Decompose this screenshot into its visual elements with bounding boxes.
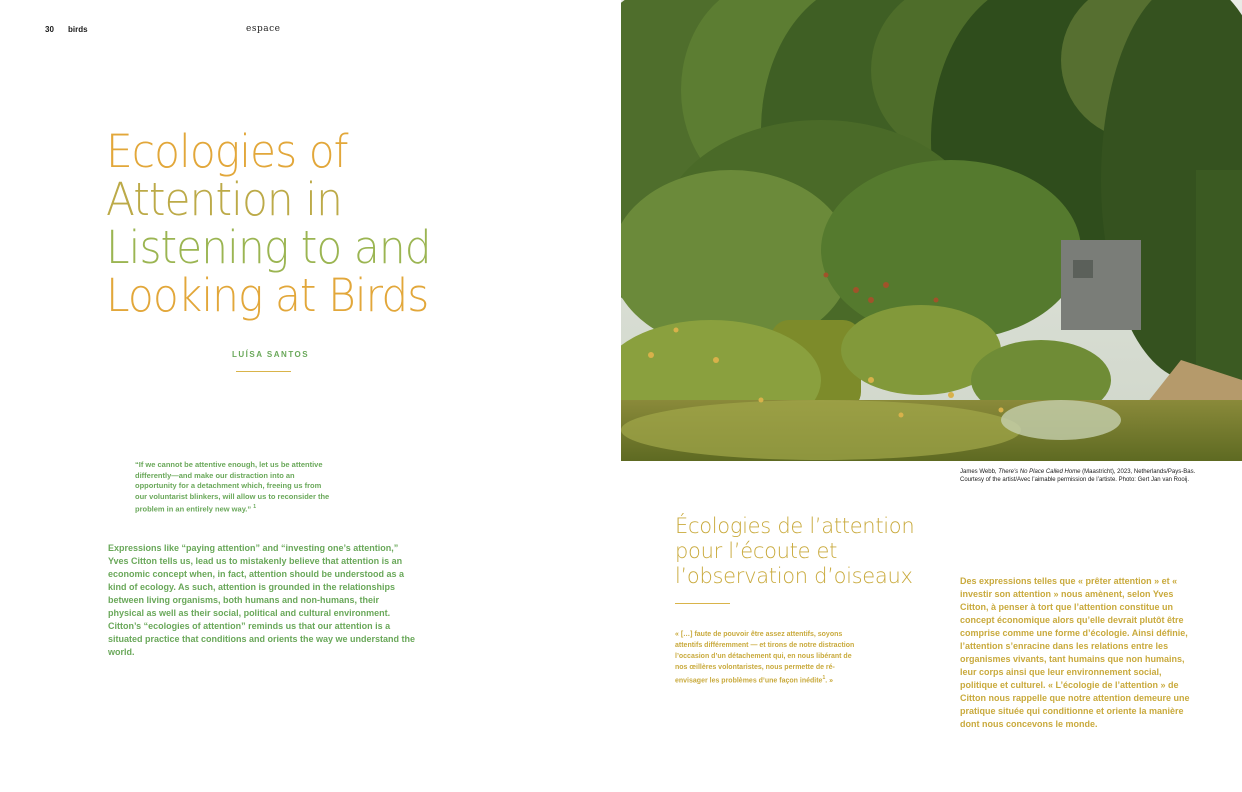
- caption-work-title: There’s No Place Called Home: [998, 469, 1081, 475]
- french-title-line: pour l’écoute et: [675, 539, 838, 563]
- french-intro-paragraph: Des expressions telles que « prêter attention » et « investir son attention » nous amènent, selon Yves Citton, à penser à tort que l’attention constitue un concept économique alors qu’elle devrait plutôt être comprise comme une forme d’écologie. Ainsi définie, l’attention s’enracine dans les relations entre les organismes vivants, tant humains que non humains, leur corps ainsi que leur environnement social, politique et culturel. « L’écologie de l’attention » de Citton nous rappelle que notre attention demeure une pratique située qui conditionne et oriente la manière dont nous concevons le monde.: [960, 576, 1190, 729]
- intro-paragraph: Expressions like “paying attention” and “investing one’s attention,” Yves Citton tells us, lead us to mistakenly believe that attention is an economic concept when, in fact, attention should be understood as a kind of ecology. As such, attention is grounded in the relationships between living organisms, both humans and non-humans, their physical as well as their social, political and cultural environment. Citton’s “ecologies of attention” reminds us that our attention is a situated practice that conditions and orients the way we understand the world.: [108, 543, 416, 657]
- french-title: [675, 514, 914, 589]
- caption-line-1: [960, 468, 1220, 476]
- title-line: Looking at Birds: [106, 269, 429, 322]
- caption-artist: James Webb,: [960, 469, 999, 475]
- photo-caption: [960, 468, 1220, 484]
- french-title-line: l’observation d’oiseaux: [675, 564, 913, 588]
- title-line: Attention in: [106, 173, 342, 226]
- caption-details: (Maastricht), 2023, Netherlands/Pays-Bas.: [1080, 469, 1196, 475]
- epigraph-text: “If we cannot be attentive enough, let us be attentive differently—and make our distraction into an opportunity for a detachment which, freeing us from our voluntarist blinkers, will allow us to reconsider the problem in an entirely new way.”: [135, 460, 330, 514]
- french-title-line: Écologies de l’attention: [675, 514, 915, 538]
- author-byline: LUÍSA SANTOS: [232, 350, 310, 359]
- title-line: Listening to and: [106, 221, 431, 274]
- caption-line-2: Courtesy of the artist/Avec l’aimable permission de l’artiste. Photo: Gert Jan van Rooij.: [960, 477, 1189, 483]
- garden-photo: [621, 0, 1242, 461]
- french-epigraph-text: « […] faute de pouvoir être assez attentifs, soyons attentifs différemment — et tirons de notre distraction l’occasion d’un détachement qui, en nous libérant de nos œillères volontaristes, nous permette de ré-envisager les problèmes d’une façon inédite: [675, 631, 855, 685]
- section-label: birds: [68, 25, 88, 34]
- french-title-rule: [675, 603, 730, 604]
- french-epigraph: [675, 629, 865, 686]
- footnote-marker: 1: [253, 504, 257, 510]
- french-epigraph-end: . »: [825, 677, 834, 685]
- epigraph-quote: [135, 460, 330, 515]
- french-footnote-marker: 1: [822, 675, 826, 681]
- title-line: Ecologies of: [106, 125, 348, 178]
- page-number: 30: [45, 25, 54, 34]
- masthead: espace: [246, 24, 281, 34]
- article-title: [106, 125, 451, 322]
- author-rule: [236, 371, 291, 372]
- garden-photo-image: [621, 0, 1242, 461]
